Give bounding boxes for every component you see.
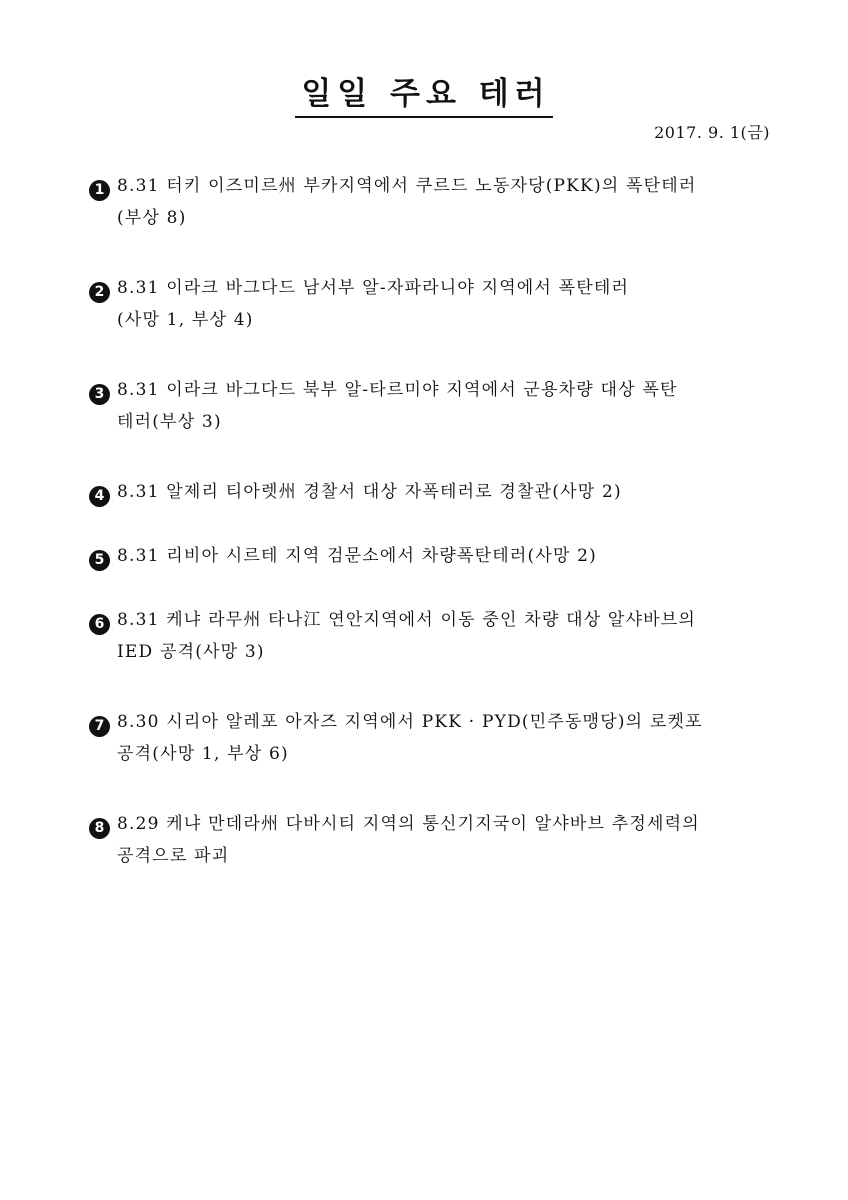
incident-item-5: [89, 540, 779, 572]
incident-text: 8.29 케냐 만데라州 다바시티 지역의 통신기지국이 알샤바브 추정세력의: [117, 814, 700, 834]
incident-continuation: (부상 8): [117, 208, 187, 228]
incident-item-7: [89, 706, 779, 770]
incident-item-1: [89, 170, 779, 234]
number-badge-icon: 8: [89, 818, 110, 839]
incident-item-6: [89, 604, 779, 668]
incident-item-3: [89, 374, 779, 438]
incident-text: 8.31 이라크 바그다드 북부 알-타르미야 지역에서 군용차량 대상 폭탄: [117, 380, 678, 400]
incident-line: [89, 170, 779, 202]
incident-text: 8.31 케냐 라무州 타나江 연안지역에서 이동 중인 차량 대상 알샤바브의: [117, 610, 697, 630]
incident-line: [89, 374, 779, 406]
incident-text: 8.31 터키 이즈미르州 부카지역에서 쿠르드 노동자당(PKK)의 폭탄테러: [117, 176, 697, 196]
incident-item-8: [89, 808, 779, 872]
incident-continuation: 공격(사망 1, 부상 6): [117, 744, 289, 764]
incident-item-4: [89, 476, 779, 508]
incident-line: [89, 540, 779, 572]
incident-line: [89, 706, 779, 738]
number-badge-icon: 6: [89, 614, 110, 635]
document-date: 2017. 9. 1(금): [654, 123, 770, 142]
incident-line: [89, 272, 779, 304]
incident-continuation: 공격으로 파괴: [117, 846, 230, 866]
incident-line: [89, 808, 779, 840]
number-badge-icon: 2: [89, 282, 110, 303]
incident-line: [89, 476, 779, 508]
incident-continuation: 테러(부상 3): [117, 412, 222, 432]
incident-text: 8.30 시리아 알레포 아자즈 지역에서 PKK · PYD(민주동맹당)의 로켓포: [117, 712, 703, 732]
incident-text: 8.31 리비아 시르테 지역 검문소에서 차량폭탄테러(사망 2): [117, 546, 598, 566]
document-title: [0, 74, 848, 118]
incident-continuation: IED 공격(사망 3): [117, 642, 265, 662]
number-badge-icon: 3: [89, 384, 110, 405]
incident-text: 8.31 알제리 티아렛州 경찰서 대상 자폭테러로 경찰관(사망 2): [117, 482, 622, 502]
number-badge-icon: 7: [89, 716, 110, 737]
title-text: 일일 주요 테러: [295, 74, 552, 118]
number-badge-icon: 1: [89, 180, 110, 201]
incident-continuation: (사망 1, 부상 4): [117, 310, 254, 330]
incident-line: [89, 604, 779, 636]
number-badge-icon: 5: [89, 550, 110, 571]
incident-item-2: [89, 272, 779, 336]
incident-text: 8.31 이라크 바그다드 남서부 알-자파라니야 지역에서 폭탄테러: [117, 278, 630, 298]
number-badge-icon: 4: [89, 486, 110, 507]
